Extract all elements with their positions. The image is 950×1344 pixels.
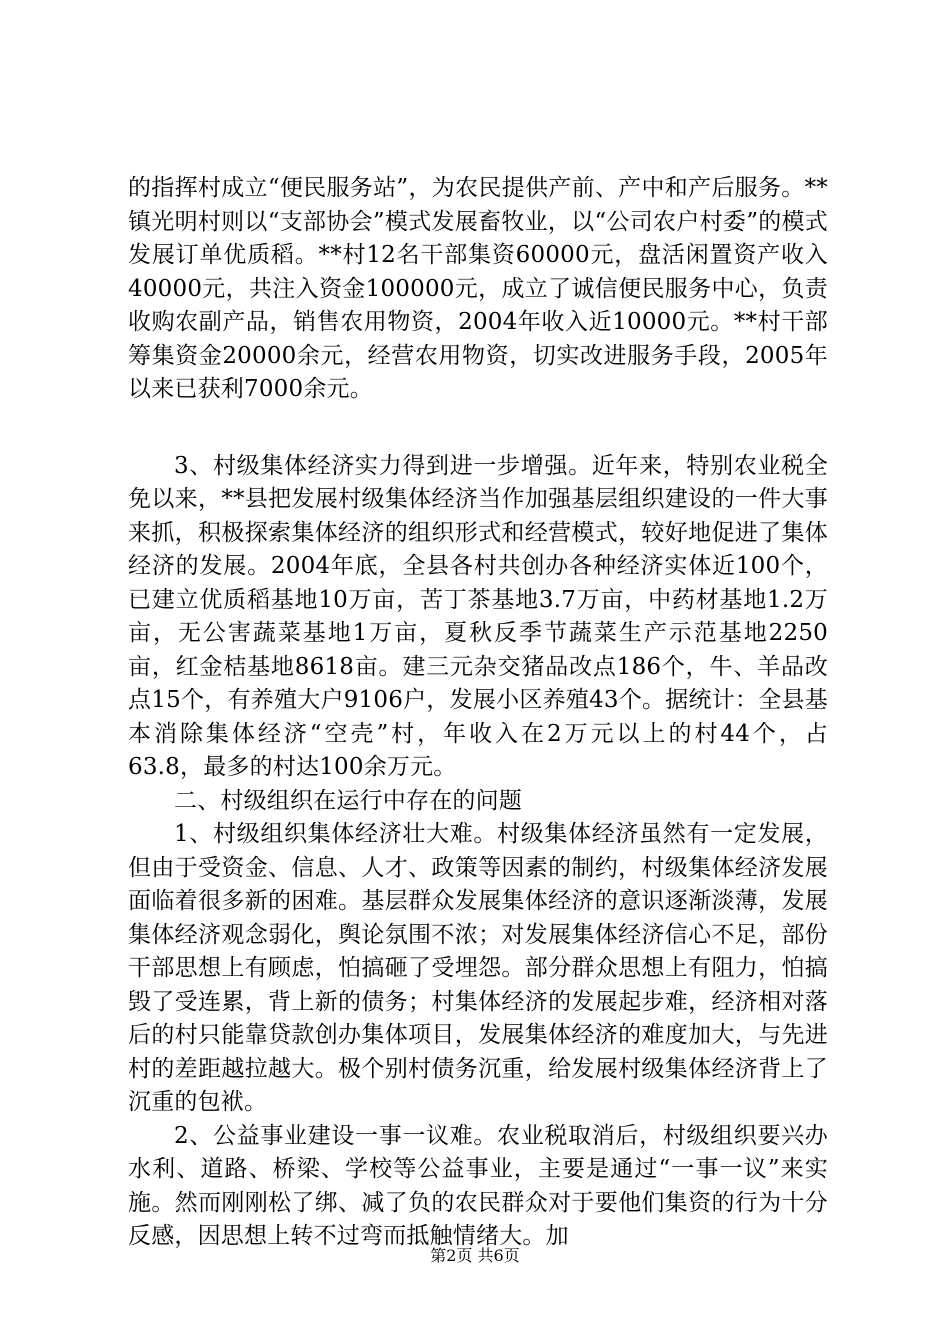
document-body bbox=[128, 172, 828, 1254]
section-heading-problems: 二、村级组织在运行中存在的问题 bbox=[174, 787, 522, 814]
page-number-footer: 第2页 共6页 bbox=[430, 1246, 520, 1265]
paragraph-service-station: 的指挥村成立“便民服务站”，为农民提供产前、产中和产后服务。**镇光明村则以“支部协会”模式发展畜牧业，以“公司农户村委”的模式发展订单优质稻。**村12名干部集资60000元，盘活闲置资产收入40000元，共注入资金100000元，成立了诚信便民服务中心，负责收购农副产品，销售农用物资，2004年收入近10000元。**村干部筹集资金20000余元，经营农用物资，切实改进服务手段，2005年以来已获利7000余元。 bbox=[128, 175, 828, 402]
paragraph-collective-economy-strength: 3、村级集体经济实力得到进一步增强。近年来，特别农业税全免以来，**县把发展村级集体经济当作加强基层组织建设的一件大事来抓，积极探索集体经济的组织形式和经营模式，较好地促进了集体经济的发展。2004年底，全县各村共创办各种经济实体近100个，已建立优质稻基地10万亩，苦丁茶基地3.7万亩，中药材基地1.2万亩，无公害蔬菜基地1万亩，夏秋反季节蔬菜生产示范基地2250亩，红金桔基地8618亩。建三元杂交猪品改点186个，牛、羊品改点15个，有养殖大户9106户，发展小区养殖43个。据统计：全县基本消除集体经济“空壳”村，年收入在2万元以上的村44个，占63.8，最多的村达100余万元。 bbox=[128, 452, 828, 780]
paragraph-public-welfare-difficulty: 2、公益事业建设一事一议难。农业税取消后，村级组织要兴办水利、道路、桥梁、学校等公益事业，主要是通过“一事一议”来实施。然而刚刚松了绑、减了负的农民群众对于要他们集资的行为十分反感，因思想上转不过弯而抵触情绪大。加 bbox=[128, 1122, 828, 1249]
paragraph-gap bbox=[128, 407, 828, 450]
paragraph-collective-economy-difficulty: 1、村级组织集体经济壮大难。村级集体经济虽然有一定发展，但由于受资金、信息、人才、政策等因素的制约，村级集体经济发展面临着很多新的困难。基层群众发展集体经济的意识逐渐淡薄，发展集体经济观念弱化，舆论氛围不浓；对发展集体经济信心不足，部份干部思想上有顾虑，怕搞砸了受埋怨。部分群众思想上有阻力，怕搞毁了受连累，背上新的债务；村集体经济的发展起步难，经济相对落后的村只能靠贷款创办集体项目，发展集体经济的难度加大，与先进村的差距越拉越大。极个别村债务沉重，给发展村级集体经济背上了沉重的包袱。 bbox=[128, 821, 828, 1115]
